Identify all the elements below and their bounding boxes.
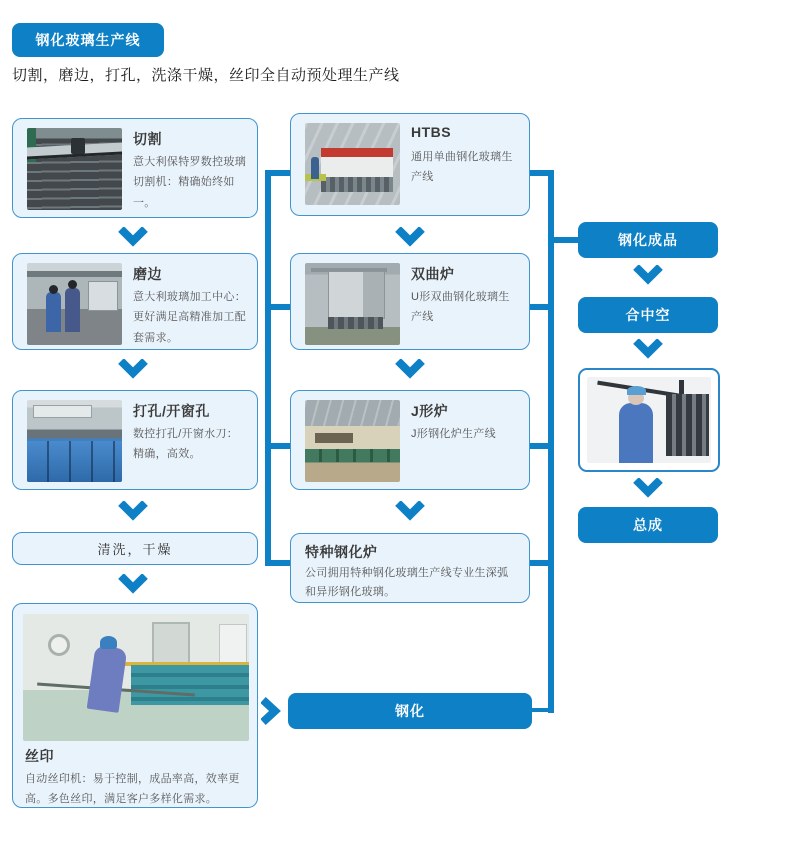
photo-detail xyxy=(48,634,70,656)
photo-detail xyxy=(311,157,319,179)
photo-detail xyxy=(321,177,393,192)
photo-edging-center xyxy=(27,263,122,345)
photo-double-bend-furnace xyxy=(305,263,400,345)
chevron-down-icon xyxy=(395,227,425,247)
node-title: 磨边 xyxy=(133,266,162,282)
connector-stub xyxy=(529,443,554,449)
photo-detail xyxy=(65,288,80,332)
page-subtitle: 切割，磨边，打孔，洗涤干燥，丝印全自动预处理生产线 xyxy=(12,67,400,84)
stage-tempering: 钢化 xyxy=(288,693,532,729)
stage-tempered-product: 钢化成品 xyxy=(578,222,718,258)
node-title: 打孔/开窗孔 xyxy=(133,403,210,419)
stage-insulating: 合中空 xyxy=(578,297,718,333)
chevron-down-icon xyxy=(118,359,148,379)
node-j-furnace xyxy=(290,390,530,490)
connector-stub xyxy=(529,170,554,176)
photo-detail xyxy=(46,292,61,332)
node-desc: U形双曲钢化玻璃生产线 xyxy=(411,291,510,324)
chevron-down-icon xyxy=(633,339,663,359)
photo-htbs-furnace xyxy=(305,123,400,205)
connector-stub xyxy=(529,304,554,310)
node-title: 特种钢化炉 xyxy=(305,544,378,560)
photo-detail xyxy=(627,386,646,395)
photo-j-furnace xyxy=(305,400,400,482)
connector-stub xyxy=(265,560,291,566)
chevron-right-icon xyxy=(261,697,281,725)
node-special-furnace xyxy=(290,533,530,603)
connector-left-vertical xyxy=(265,170,271,566)
photo-detail xyxy=(49,285,58,294)
node-title: HTBS xyxy=(411,124,452,140)
photo-waterjet-machine xyxy=(27,400,122,482)
chevron-down-icon xyxy=(118,574,148,594)
node-desc: 数控打孔/开窗水刀：精确，高效。 xyxy=(133,428,239,461)
node-drilling xyxy=(12,390,258,490)
node-htbs xyxy=(290,113,530,216)
node-title: 切割 xyxy=(133,131,162,147)
photo-detail xyxy=(86,645,127,713)
chevron-down-icon xyxy=(395,501,425,521)
connector-stub xyxy=(265,170,291,176)
photo-cutting-machine xyxy=(27,128,122,210)
connector-right-vertical xyxy=(548,170,554,713)
photo-assembly-worker xyxy=(587,377,711,463)
node-assembly-photo xyxy=(578,368,720,472)
chevron-down-icon xyxy=(118,501,148,521)
photo-detail xyxy=(619,403,653,463)
connector-stub xyxy=(265,443,291,449)
photo-detail xyxy=(305,449,400,462)
photo-detail xyxy=(71,138,85,154)
node-desc: 通用单曲钢化玻璃生产线 xyxy=(411,151,513,184)
node-edging xyxy=(12,253,258,350)
photo-detail xyxy=(27,441,122,482)
photo-detail xyxy=(131,665,249,706)
chevron-down-icon xyxy=(118,227,148,247)
connector-elbow-tempering xyxy=(530,708,552,712)
node-silk-printing xyxy=(12,603,258,808)
stage-assembly: 总成 xyxy=(578,507,718,543)
connector-stub xyxy=(529,560,554,566)
photo-detail xyxy=(100,636,117,649)
node-desc: 意大利保特罗数控玻璃切割机：精确始终如一。 xyxy=(133,156,246,209)
photo-detail xyxy=(328,317,383,328)
photo-detail xyxy=(305,400,400,426)
node-title: 双曲炉 xyxy=(411,266,455,282)
node-title: J形炉 xyxy=(411,403,449,419)
chevron-down-icon xyxy=(633,478,663,498)
node-desc: 意大利玻璃加工中心：更好满足高精准加工配套需求。 xyxy=(133,291,246,344)
node-desc: 公司拥用特种钢化玻璃生产线专业生深弧和异形钢化玻璃。 xyxy=(305,567,509,599)
photo-detail xyxy=(328,271,385,319)
page-title-badge: 钢化玻璃生产线 xyxy=(12,23,164,57)
photo-detail xyxy=(88,281,119,311)
chevron-down-icon xyxy=(395,359,425,379)
node-washing-drying xyxy=(12,532,258,565)
node-title: 丝印 xyxy=(25,748,54,764)
node-double-bend-furnace xyxy=(290,253,530,350)
node-title: 清洗，干燥 xyxy=(97,542,173,557)
chevron-down-icon xyxy=(633,265,663,285)
photo-detail xyxy=(666,394,708,456)
connector-stub-finished xyxy=(550,237,578,243)
photo-detail xyxy=(33,405,92,418)
connector-stub xyxy=(265,304,291,310)
node-cutting xyxy=(12,118,258,218)
node-desc: 自动丝印机：易于控制，成品率高，效率更高。多色丝印，满足客户多样化需求。 xyxy=(25,773,240,806)
photo-detail xyxy=(315,433,353,443)
node-desc: J形钢化炉生产线 xyxy=(411,428,496,440)
photo-silk-printing xyxy=(23,614,249,741)
